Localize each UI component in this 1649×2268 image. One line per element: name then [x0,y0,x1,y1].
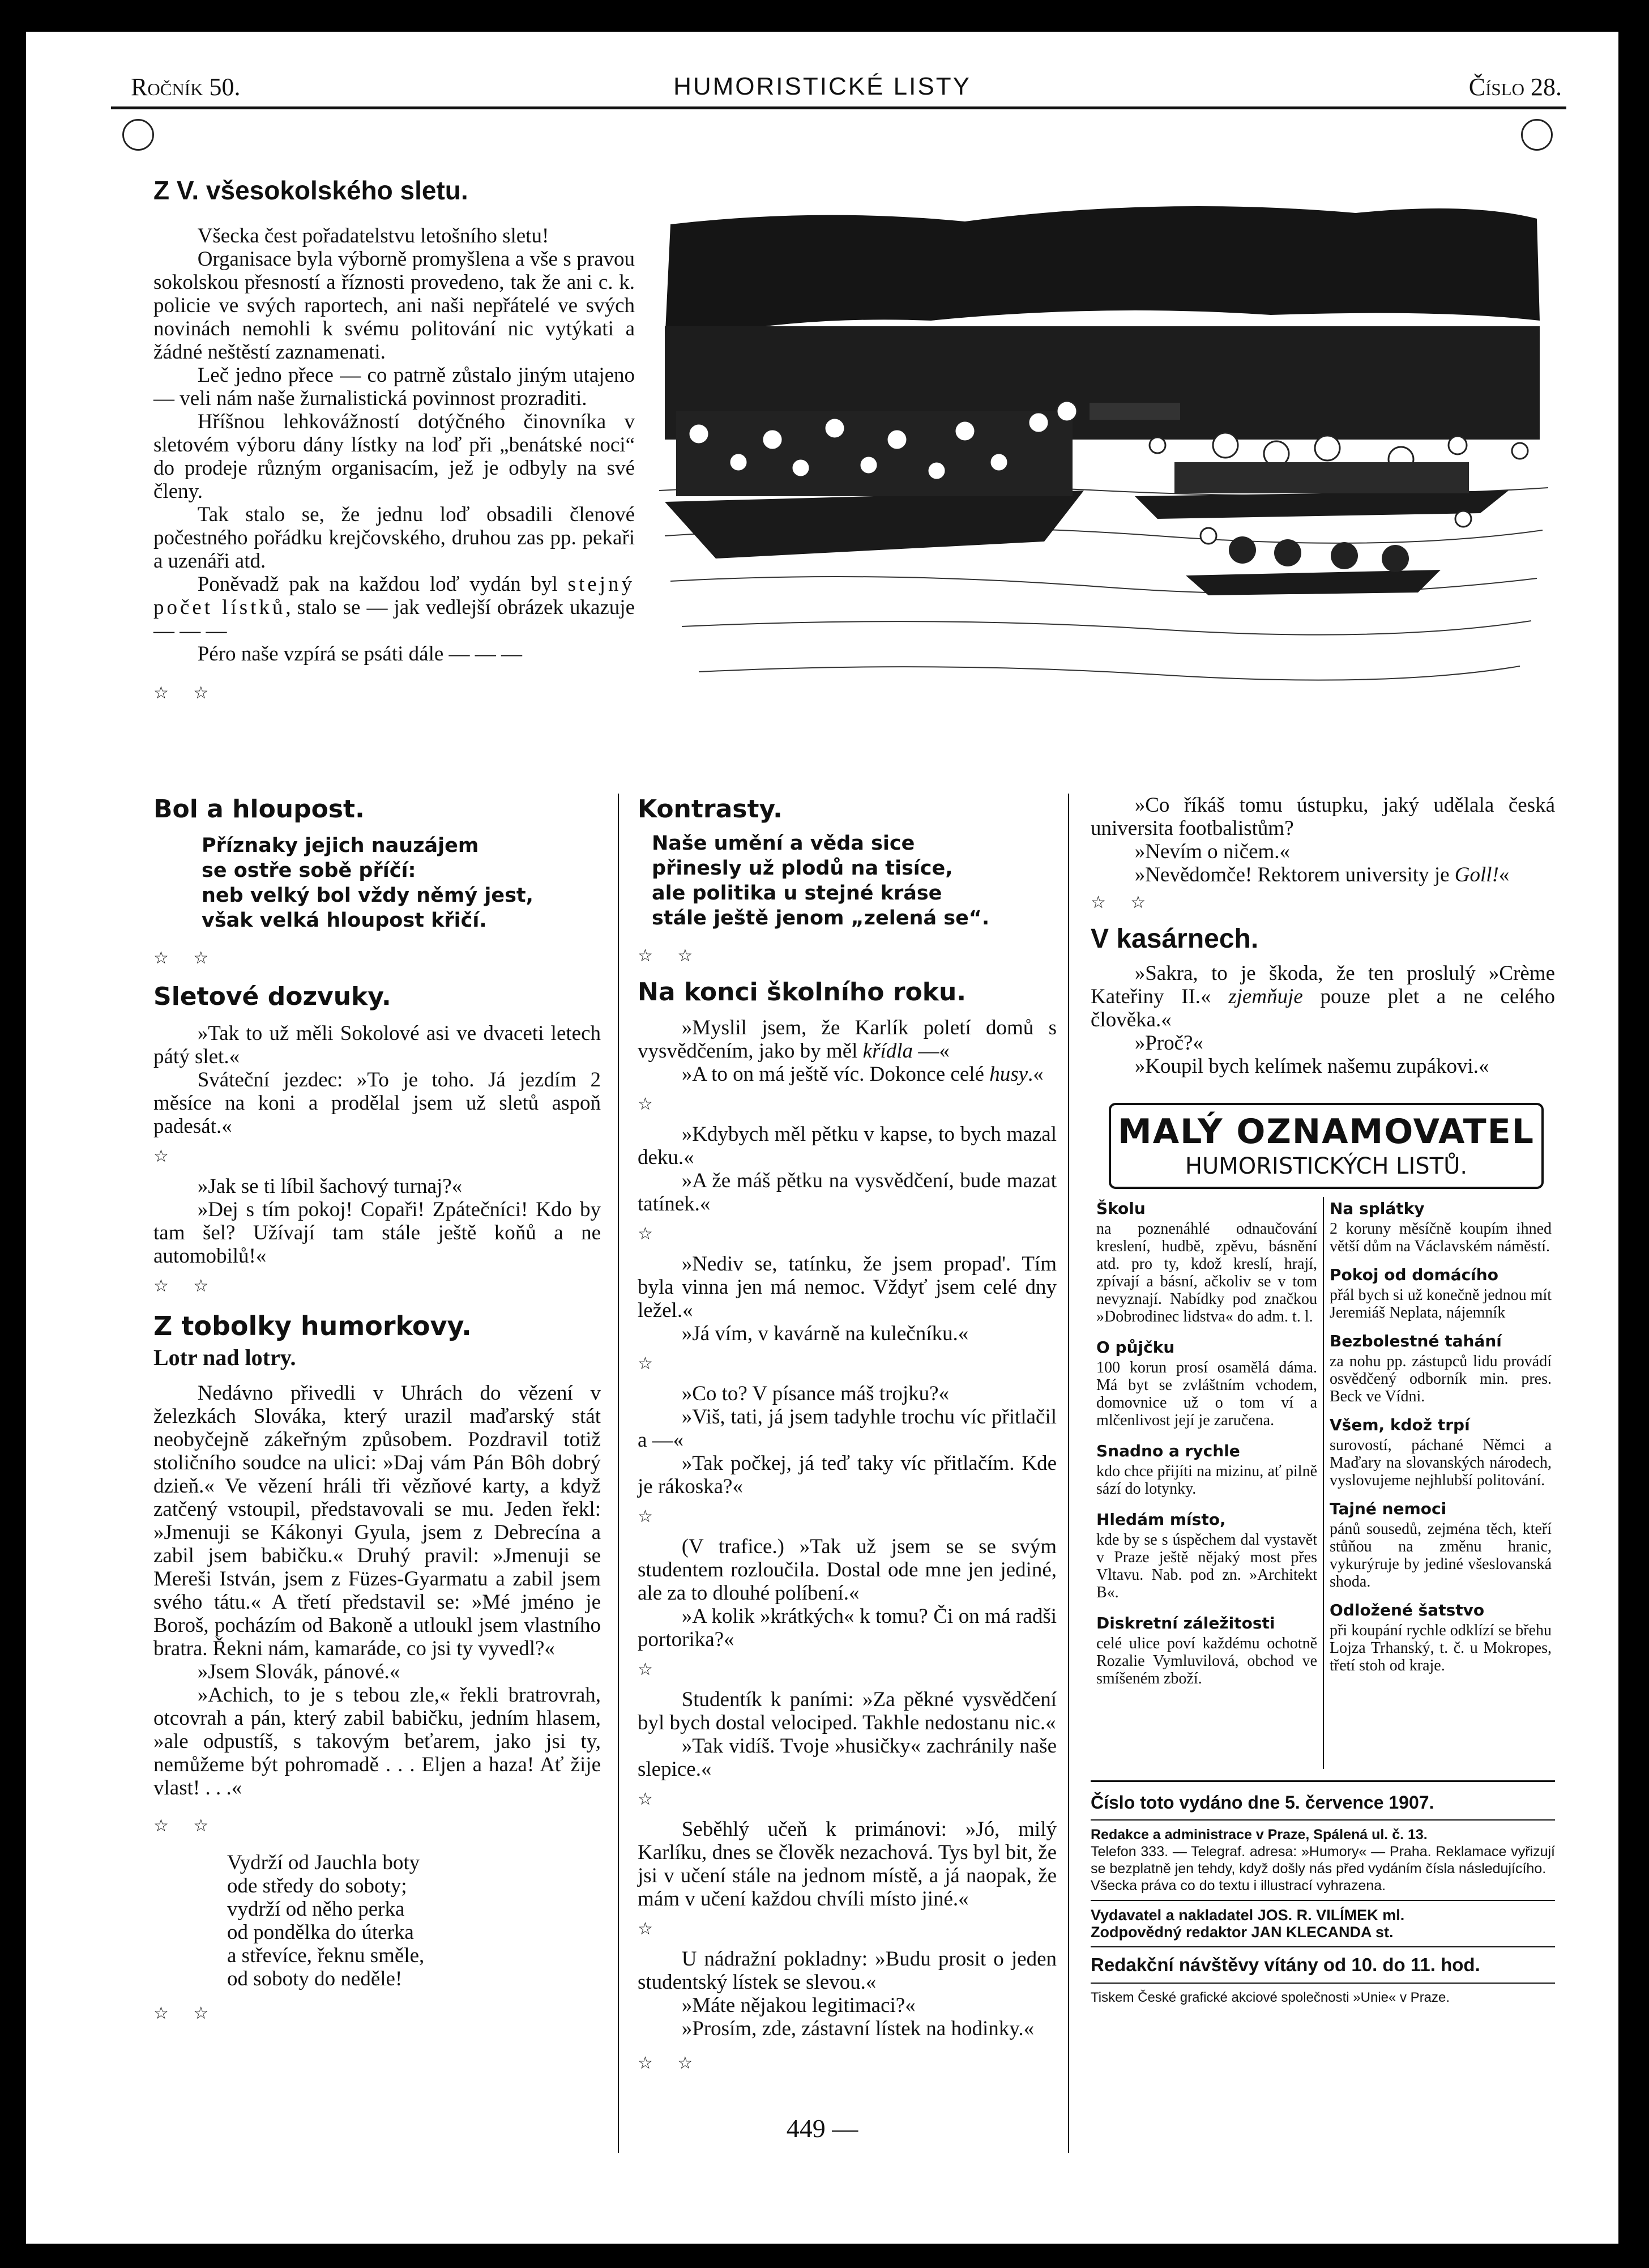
skola-title: Na konci školního roku. [638,978,967,1007]
italic-text: zjemňuje [1228,985,1303,1008]
imprint-line: Všecka práva co do textu i illustrací vyhrazena. [1091,1877,1555,1901]
italic-text: Goll! [1454,863,1499,886]
imprint-line: Telefon 333. — Telegraf. adresa: »Humory« — Praha. Reklamace vyřizují se bezplatně jen tehdy, když došly nás před vydáním čísla následujícího. [1091,1844,1555,1877]
slet-title: Z V. všesokolského sletu. [153,176,468,205]
bol-poem [153,833,601,933]
poem-line: od pondělka do úterka [227,1921,414,1944]
skola-paragraph: »Máte nějakou legitimaci?« [681,1994,916,2017]
ads-left-column [1096,1197,1317,1687]
illustration-drawing [648,173,1560,748]
oznamovatel-title: MALÝ OZNAMOVATEL [1118,1112,1535,1152]
univ-paragraph: »Co říkáš tomu ústupku, jaký udělala česká universita footbalistům? [1091,794,1555,840]
kasarny-paragraph: »Koupil bych kelímek našemu zupákovi.« [1134,1055,1489,1078]
text-span: »Nevědomče! Rektorem university je [1134,863,1455,886]
text-span: »Sakra, to je škoda, že ten proslulý »Crème Kateřiny II.« [1091,962,1555,1008]
ad-text: surovostí, páchané Němci a Maďary na slovanských národech, vyslovujeme nejhlubší politování. [1330,1436,1552,1489]
imprint-line: Vydavatel a nakladatel JOS. R. VILÍMEK ml. [1091,1907,1405,1924]
text-span: »A to on má ještě víc. Dokonce celé [681,1063,990,1086]
dozvuky-paragraph: Sváteční jezdec: »To je toho. Já jezdím 2 měsíce na koni a prodělal jsem už sletů aspoň padesát.« [153,1068,601,1138]
poem-line: Naše umění a věda sice [652,832,915,855]
tobolka-paragraph: »Jsem Slovák, pánové.« [197,1660,400,1683]
univ-paragraph [1091,863,1555,886]
separator-star: ☆ [638,1507,663,1526]
text-span: pouze plet a ne celého člověka.« [1091,985,1556,1031]
kasarny-paragraph [1091,962,1555,1031]
visiting-hours: Redakční návštěvy vítány od 10. do 11. hod. [1091,1953,1555,1984]
text-span: Poněvadž pak na každou loď vydán byl [197,573,558,596]
slet-paragraph: Všecka čest pořadatelstvu letošního sletu! [197,224,549,248]
volume-label: Ročník 50. [131,73,241,101]
skola-paragraph: »Já vím, v kavárně na kulečníku.« [681,1322,969,1345]
skola-paragraph: »A že máš pětku na vysvědčení, bude mazat tatínek.« [638,1169,1057,1216]
separator-star: ☆ [638,1095,663,1114]
ad-text: 2 koruny měsíčně koupím ihned větší dům na Václavském náměstí. [1330,1220,1552,1255]
separator-stars: ☆ ☆ [153,2004,219,2023]
ad-heading: O půjčku [1096,1338,1175,1357]
poem-line: ale politika u stejné krásе [652,882,942,905]
column-divider [1068,794,1069,2153]
separator-stars: ☆ ☆ [638,2054,703,2073]
separator-star: ☆ [153,1147,179,1166]
column-middle [638,794,1057,2075]
issue-date: Číslo toto vydáno dne 5. července 1907. [1091,1791,1555,1821]
italic-text: křídla [862,1039,913,1063]
poem-line: vydrží od něho perka [227,1898,405,1921]
text-span: »Myslil jsem, že Karlík poletí domů s vysvědčením, jako by měl [638,1016,1057,1063]
column-left [153,794,601,2025]
poem-line: ode středy do soboty; [227,1874,407,1898]
tobolka-subtitle: Lotr nad lotry. [153,1345,296,1370]
skola-paragraph: »Tak vidíš. Tvoje »husičky« zachránily naše slepice.« [638,1734,1057,1781]
ads-area [1091,1197,1555,1775]
ad-text: kde by se s úspěchem dal vystavět v Praze ještě nějaký most přes Vltavu. Nab. pod zn. »Architekt B«. [1096,1531,1317,1601]
ad-text: na poznenáhlé odnaučování kreslení, hudbě, zpěvu, básnění atd. pro ty, kdož kreslí, hrají, zpívají a básní, ačkoliv se v tom nevyznají. Nabídky pod značkou »Dobrodinec lidstva« do adm. t. l. [1096,1220,1317,1325]
poem-line: stále ještě jenom „zelená se“. [652,907,990,930]
ad-text: 100 korun prosí osamělá dáma. Má byt se zvláštním vchodem, domovnice už o tom ví a mlčenlivost její je zaručena. [1096,1359,1317,1429]
boots-poem [153,1851,601,1990]
skola-paragraph: (V trafice.) »Tak už jsem se se svým studentem rozloučila. Dostal ode mne jen jediné, ale za to dlouhé políbení.« [638,1535,1057,1605]
text-span: .« [1028,1063,1044,1086]
slet-paragraph: Tak stalo se, že jednu loď obsadili členové počestného pořádku krejčovského, druhou zas pp. pekaři a uzenáři atd. [153,503,635,573]
slet-article [153,173,635,705]
poem-line: neb velký bol vždy němý jest, [202,884,533,907]
printer-line: Tiskem České grafické akciové společnosti »Unie« v Praze. [1091,1990,1450,2005]
imprint-line: Zodpovědný redaktor JAN KLECANDA st. [1091,1924,1555,1947]
skola-paragraph: »A kolik »krátkých« k tomu? Či on má radši portorika?« [638,1605,1057,1651]
page-number: 449 — [786,2114,858,2143]
skola-paragraph: »Co to? V písance máš trojku?« [681,1382,950,1405]
skola-paragraph: U nádražní pokladny: »Budu prosit o jeden studentský lístek se slevou.« [638,1947,1057,1994]
header-rule [111,106,1566,109]
ad-heading: Odložené šatstvo [1330,1601,1485,1619]
oznamovatel-subtitle: HUMORISTICKÝCH LISTŮ. [1185,1153,1468,1179]
dozvuky-paragraph: »Tak to už měli Sokolové asi ve dvaceti letech pátý slet.« [153,1022,601,1068]
ad-text: za nohu pp. zástupců lidu provádí osvědčený odborník min. pres. Beck ve Vídni. [1330,1353,1552,1405]
kasarny-title: V kasárnech. [1091,924,1259,954]
separator-stars: ☆ ☆ [153,949,219,967]
separator-star: ☆ [638,1354,663,1373]
separator-star: ☆ [638,1920,663,1938]
oznamovatel-box [1109,1103,1544,1189]
ads-right-column [1330,1197,1552,1674]
skola-paragraph [638,1063,1057,1086]
skola-paragraph: »Kdybych měl pětku v kapse, to bych mazal deku.« [638,1123,1057,1169]
ad-heading: Všem, kdož trpí [1330,1416,1470,1434]
ad-heading: Hledám místo, [1096,1510,1226,1529]
text-span: —« [913,1039,950,1063]
ornament-circle-right [1521,119,1553,151]
tobolka-paragraph: »Achich, to je s tebou zle,« řekli bratrovrah, otcovrah a pán, který zabil babičku, jedním hlasem, »ale odpustíš, s takovým beťarem, jako jsi ty, nemůžeme být pohromadě . . . Eljen a haza! Ať žije vlast! . . .« [153,1683,601,1800]
slet-paragraph: Hříšnou lehkovážností dotýčného činovníka v sletovém výboru dány lístky na loď při „benátské noci“ do prodeje různým organisacím, jež je odbyly na své členy. [153,410,635,503]
kasarny-paragraph: »Proč?« [1134,1031,1203,1055]
poem-line: se ostře sobě příčí: [202,859,416,882]
poem-line: však velká hloupost křičí. [202,909,487,932]
skola-paragraph: Seběhlý učeň k primánovi: »Jó, milý Karlíku, dnes se člověk nezachová. Tys byl bit, že jsi v učení stále na jednom místě, a já naopak, že mám v učení každou chvíli místo jiné.« [638,1818,1057,1911]
imprint-line: Redakce a administrace v Praze, Spálená ul. č. 13. [1091,1827,1428,1843]
slet-paragraph: Organisace byla výborně promyšlena a vše s pravou sokolskou přesností a říznosti provedeno, tak že ani c. k. policie ve svých raportech, ani naši nepřátelé ve svých novinách nemohli k svému politování nic vytýkati a žádné neštěstí zaznamenati. [153,248,635,364]
dozvuky-paragraph: »Jak se ti líbil šachový turnaj?« [197,1175,463,1198]
poem-line: přinesly už plodů na tisíce, [652,857,953,880]
ad-text: při koupání rychle odklízí se břehu Lojza Trhanský, t. č. u Mokropes, třetí stoh od kraje. [1330,1622,1552,1674]
ad-heading: Školu [1096,1199,1146,1218]
ad-heading: Bezbolestné tahání [1330,1332,1502,1350]
skola-paragraph: Studentík k paními: »Za pěkné vysvědčení byl bych dostal velociped. Takhle nedostanu nic.« [638,1688,1057,1734]
separator-stars: ☆ ☆ [153,1277,219,1295]
ad-text: celé ulice poví každému ochotně Rozalie Vymluvilová, obchod ve smíšeném zboží. [1096,1635,1317,1687]
ad-heading: Na splátky [1330,1199,1425,1218]
imprint-block [1091,1780,1555,2006]
ad-heading: Snadno a rychle [1096,1442,1240,1460]
poem-line: a střevíce, řeknu směle, [227,1944,425,1967]
skola-paragraph [638,1016,1057,1063]
column-right [1091,794,1555,2006]
ad-heading: Tajné nemoci [1330,1499,1447,1518]
text-span: , stalo se — jak vedlejší obrázek ukazuje — — — [153,596,635,642]
spaced-text: stejný počet lístků [153,573,635,619]
skola-paragraph: »Prosím, zde, zástavní lístek na hodinky.« [681,2017,1035,2040]
issue-label: Číslo 28. [1468,73,1562,101]
univ-paragraph: »Nevím o ničem.« [1134,840,1291,863]
separator-star: ☆ [638,1660,663,1679]
kontrasty-poem [638,831,1057,931]
newspaper-page [26,32,1618,2244]
poem-line: Příznaky jejich nauzájem [202,834,479,857]
ad-text: kdo chce přijíti na mizinu, ať pilně sází do lotynky. [1096,1463,1317,1498]
separator-star: ☆ [638,1790,663,1809]
ad-heading: Pokoj od domácího [1330,1265,1498,1284]
skola-paragraph: »Tak počkej, já teď taky víc přitlačím. Kde je rákoska?« [638,1452,1057,1498]
ads-divider [1323,1197,1324,1769]
text-span: « [1498,863,1510,886]
separator-stars: ☆ ☆ [1091,893,1156,912]
ad-heading: Diskretní záležitosti [1096,1614,1275,1632]
ad-text: pánů sousedů, zejména těch, kteří stůňou na změnu hranic, vykurýruje by jediné všeslovanská shoda. [1330,1520,1552,1591]
skola-paragraph: »Viš, tati, já jsem tadyhle trochu víc přitlačil a —« [638,1405,1057,1452]
skola-paragraph: »Nediv se, tatínku, že jsem propad'. Tím byla vinna jen má nemoc. Vždyť jsem celé dny ležel.« [638,1252,1057,1322]
tobolka-paragraph: Nedávno přivedli v Uhrách do vězení v železkách Slováka, který urazil maďarský stát neobyčejně zákeřným způsobem. Pozdravil totiž stoličního soudce na ulici: »Daj vám Pán Bôh dobrý dzieň.« Ve vězení hráli tři vězňové karty, a když zatčený vstoupil, představovali se mu. Jeden řekl: »Jmenuji se Kákonyi Gyula, jsem z Debrecína a zabil jsem babičku.« Druhý pravil: »Jmenuji se Mereši István, jsem z Füzes-Gyarmatu a zabil jsem svého tátu.« A třetí představil se: »Mé jméno je Boroš, pocházím od Bakoně a utloukl jsem vlastního bratra. Řekni nám, kamaráde, co jsi ty vyvedl?« [153,1382,601,1660]
italic-text: husy [989,1063,1028,1086]
poem-line: od soboty do neděle! [227,1967,403,1990]
kontrasty-title: Kontrasty. [638,795,783,824]
separator-stars: ☆ ☆ [638,947,703,965]
slet-paragraph [153,573,635,642]
newspaper-title: HUMORISTICKÉ LISTY [673,73,971,100]
separator-stars: ☆ ☆ [153,1817,219,1835]
ad-text: přál bych si už konečně jednou mít Jeremiáš Neplata, nájemník [1330,1286,1552,1321]
poem-line: Vydrží od Jauchla boty [227,1851,420,1874]
column-divider [618,794,619,2153]
tobolka-title: Z tobolky humorkovy. [153,1311,472,1341]
separator-stars: ☆ ☆ [153,684,219,702]
dozvuky-paragraph: »Dej s tím pokoj! Copaři! Zpátečníci! Kdo by tam šel? Užívají tam stále ještě koňů a ne automobilů!« [153,1198,601,1268]
separator-star: ☆ [638,1225,663,1243]
slet-paragraph: Péro naše vzpírá se psáti dále — — — [197,642,523,666]
slet-paragraph: Leč jedno přece — co patrně zůstalo jiným utajeno — veli nám naše žurnalistická povinnost prozraditi. [153,364,635,410]
boats-illustration [648,173,1560,748]
dozvuky-title: Sletové dozvuky. [153,982,391,1011]
ornament-circle-left [122,119,154,151]
bol-title: Bol a hloupost. [153,795,365,824]
